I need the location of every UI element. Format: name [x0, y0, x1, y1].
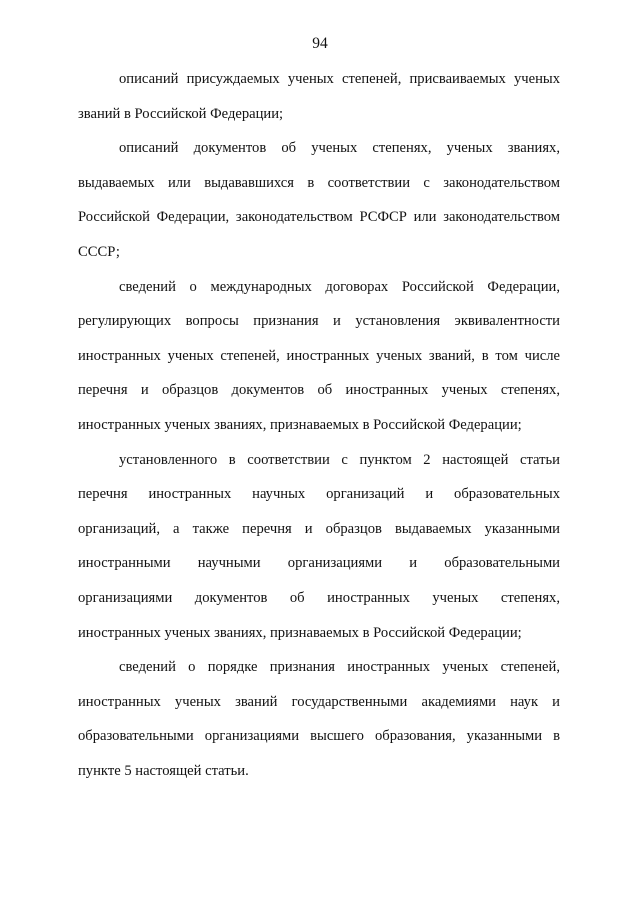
text-line: перечня и образцов документов об иностранных ученых степенях,: [78, 382, 560, 399]
text-line: иностранными научными организациями и образовательными: [78, 555, 560, 572]
text-line: иностранных ученых званий государственными академиями наук и: [78, 693, 560, 710]
text-line: Российской Федерации, законодательством РСФСР или законодательством: [78, 209, 560, 226]
text-line: описаний документов об ученых степенях, ученых званиях,: [119, 140, 560, 157]
page-number: 94: [312, 35, 328, 52]
text-line: сведений о порядке признания иностранных ученых степеней,: [119, 659, 560, 676]
text-line: организаций, а также перечня и образцов выдаваемых указанными: [78, 520, 560, 537]
paragraph-degree-descriptions: [78, 69, 560, 138]
text-line: образовательными организациями высшего образования, указанными в: [78, 728, 560, 745]
text-line: СССР;: [78, 243, 120, 260]
text-line: иностранных ученых званиях, признаваемых в Российской Федерации;: [78, 416, 522, 433]
text-line: званий в Российской Федерации;: [78, 105, 284, 122]
body-text: [78, 69, 560, 795]
text-line: регулирующих вопросы признания и установления эквивалентности: [78, 313, 560, 330]
text-line: иностранных ученых степеней, иностранных ученых званий, в том числе: [78, 347, 560, 364]
paragraph-foreign-organizations-list: [78, 450, 560, 658]
paragraph-document-descriptions: [78, 138, 560, 276]
text-line: иностранных ученых званиях, признаваемых в Российской Федерации;: [78, 624, 522, 641]
text-line: описаний присуждаемых ученых степеней, присваиваемых ученых: [119, 71, 560, 87]
text-line: организациями документов об иностранных ученых степенях,: [78, 589, 560, 606]
paragraph-international-treaties: [78, 277, 560, 450]
text-line: перечня иностранных научных организаций и образовательных: [78, 486, 560, 503]
paragraph-recognition-procedure: [78, 657, 560, 795]
text-line: пункте 5 настоящей статьи.: [78, 762, 249, 779]
text-line: установленного в соответствии с пунктом 2 настоящей статьи: [119, 451, 560, 468]
text-line: выдаваемых или выдававшихся в соответствии с законодательством: [78, 174, 560, 191]
text-line: сведений о международных договорах Российской Федерации,: [119, 278, 560, 295]
